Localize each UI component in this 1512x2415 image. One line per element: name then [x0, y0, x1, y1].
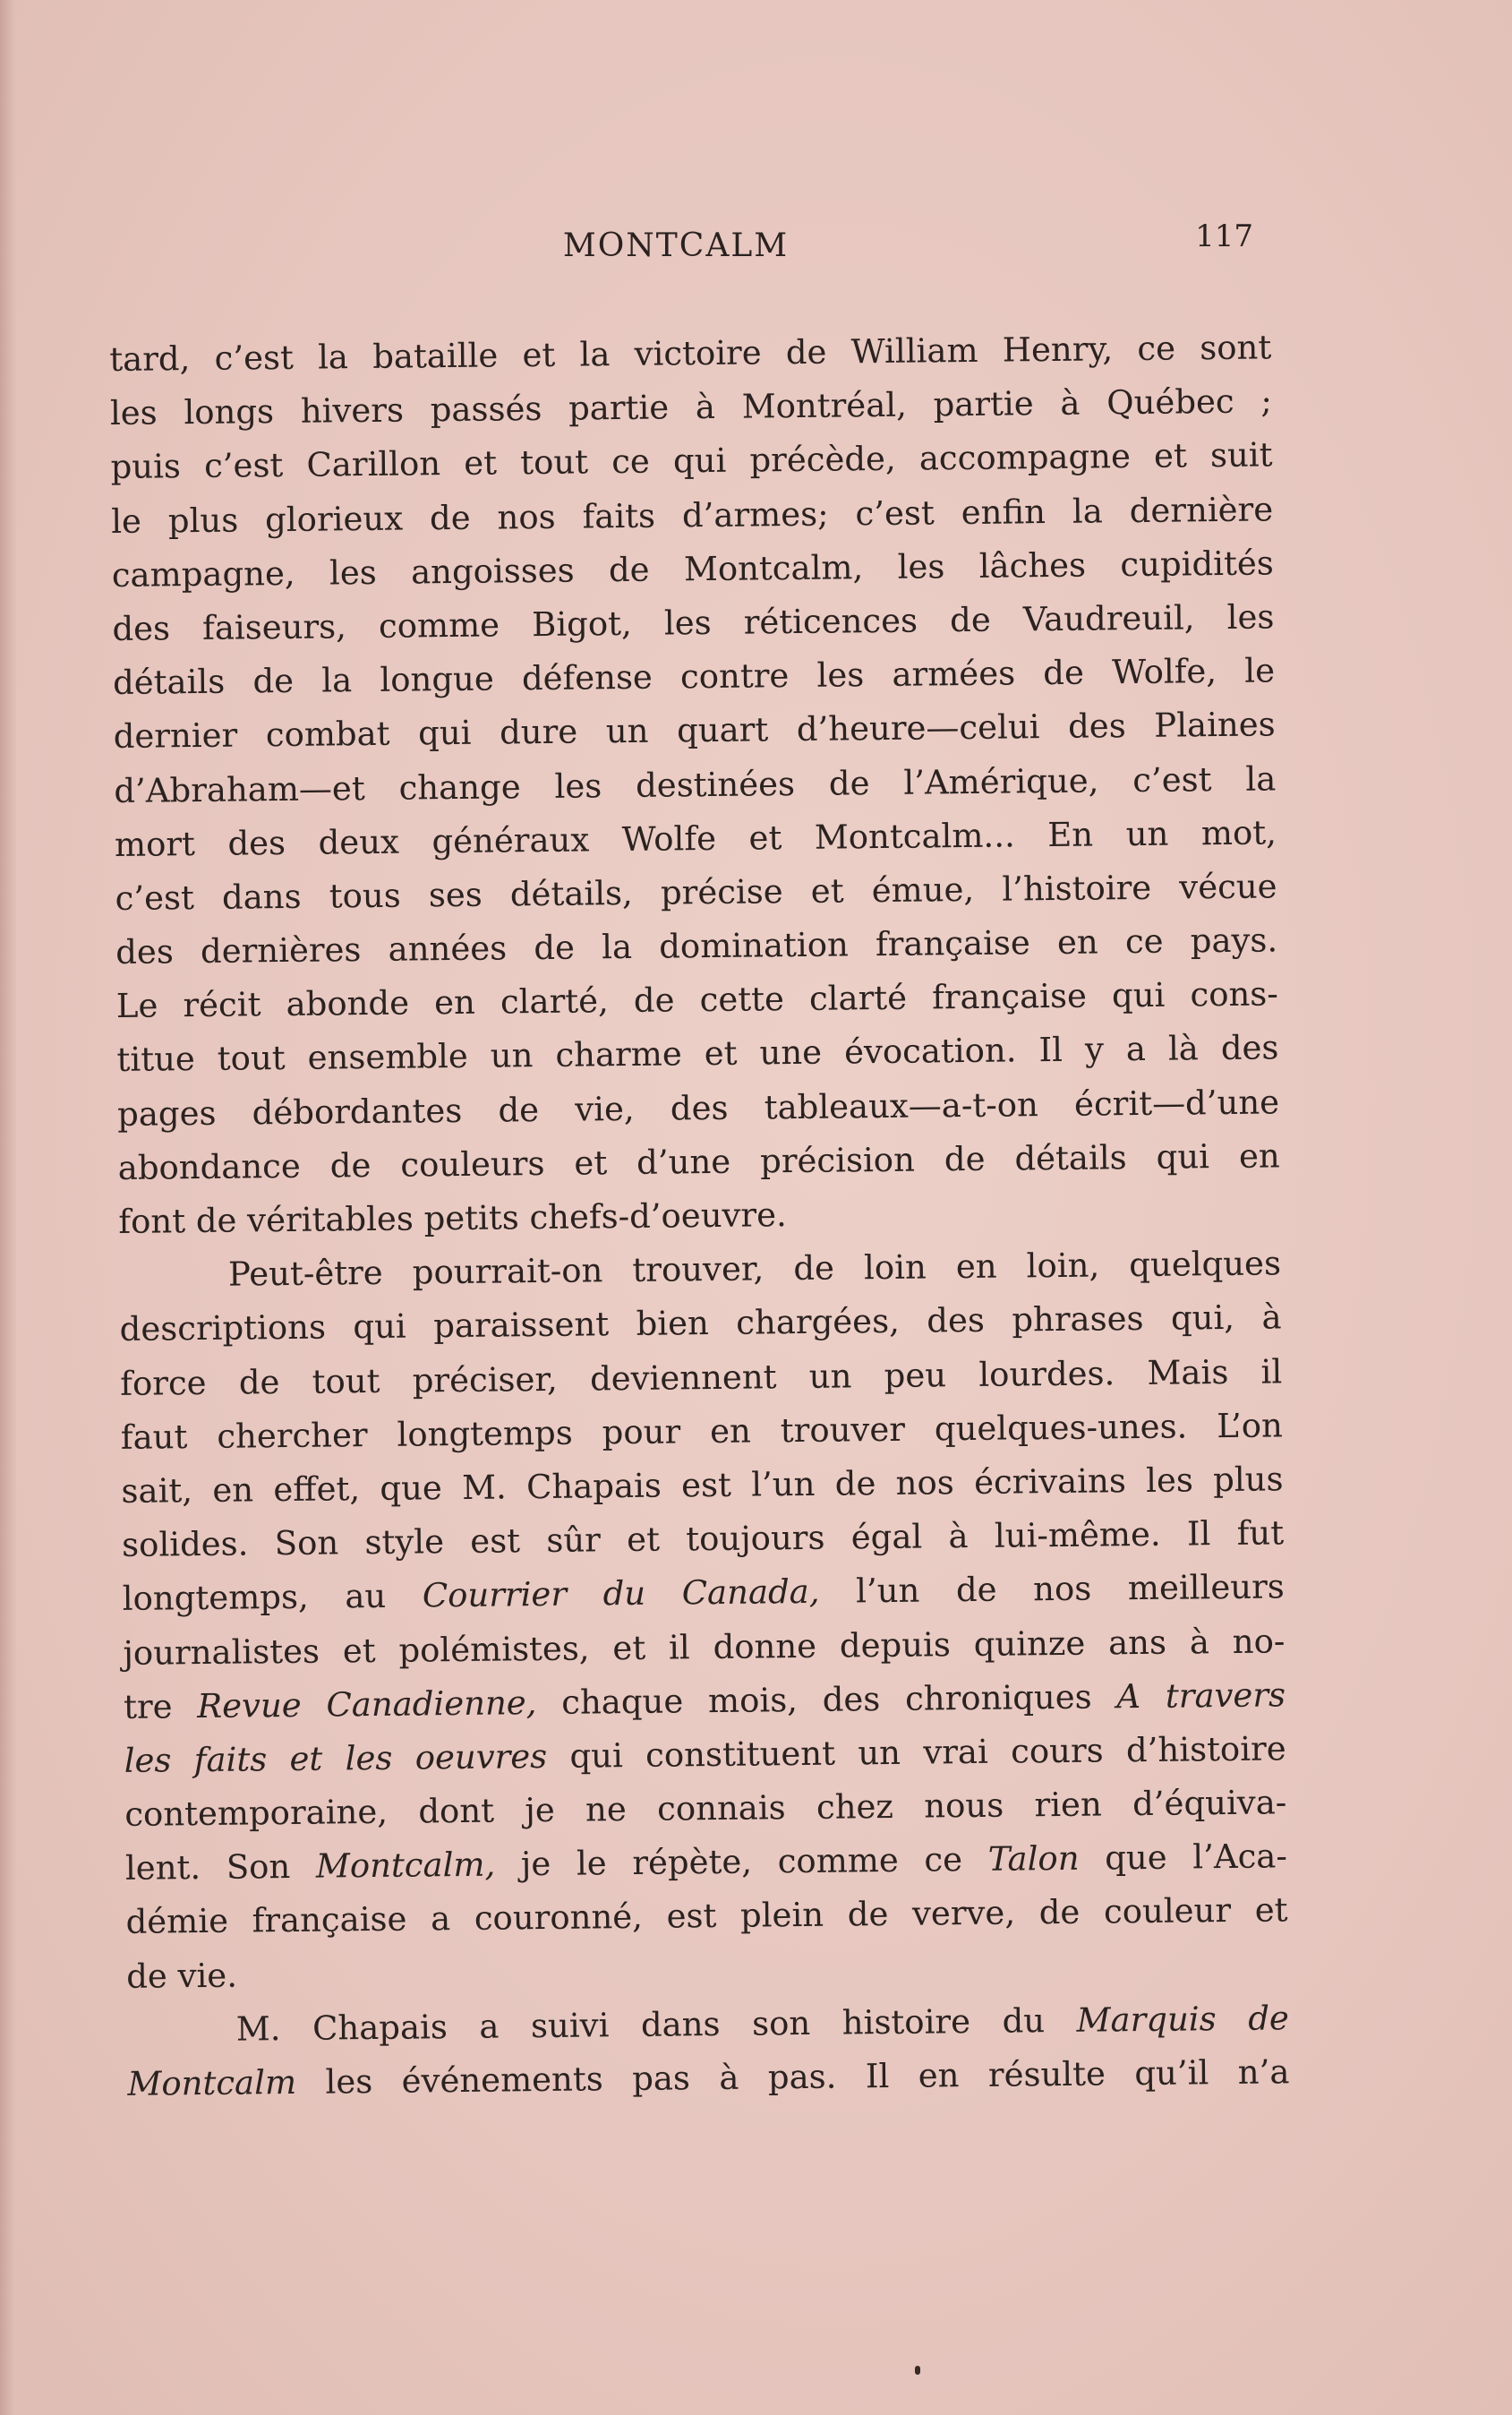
italic-title: Revue Canadienne,: [197, 1683, 537, 1726]
text-run: je le répète, comme ce: [495, 1840, 988, 1884]
text-line: des dernières années de la domination française en ce pays.: [115, 921, 1278, 972]
text-line: faut chercher longtemps pour en trouver quelques-unes. L’on: [120, 1406, 1284, 1457]
text-line: démie française a couronné, est plein de verve, de couleur et: [125, 1890, 1288, 1942]
text-line: puis c’est Carillon et tout ce qui précède, accompagne et suit: [110, 435, 1273, 487]
italic-title: Marquis de: [1076, 1999, 1290, 2040]
text-line: [127, 2045, 1290, 2111]
running-head: [107, 218, 1253, 278]
text-run: lent. Son: [124, 1846, 317, 1888]
text-line: mort des deux généraux Wolfe et Montcalm... En un mot,: [114, 813, 1277, 864]
text-run: M. Chapais a suivi dans son histoire du: [235, 2000, 1077, 2049]
text-line: Le récit abonde en clarté, de cette clarté française qui cons-: [115, 974, 1279, 1026]
page-gutter-shadow: [0, 0, 16, 2415]
text-run: l’un de nos meilleurs: [819, 1567, 1285, 1612]
text-line: sait, en effet, que M. Chapais est l’un de nos écrivains les plus: [121, 1460, 1284, 1511]
text-line: c’est dans tous ses détails, précise et émue, l’histoire vécue: [115, 867, 1277, 918]
text-run: chaque mois, des chroniques: [536, 1676, 1117, 1722]
text-line: dernier combat qui dure un quart d’heure—celui des Plaines: [113, 705, 1276, 757]
text-line: détails de la longue défense contre les armées de Wolfe, le: [112, 651, 1276, 703]
text-line: le plus glorieux de nos faits d’armes; c’est enfin la dernière: [110, 489, 1274, 541]
text-line: les longs hivers passés partie à Montréal, partie à Québec ;: [109, 381, 1273, 433]
text-line: de vie.: [125, 1956, 238, 1996]
text-run: que l’Aca-: [1079, 1837, 1288, 1878]
text-run: qui constituent un vrai cours d’histoire: [546, 1729, 1286, 1776]
text-run: tre: [123, 1686, 198, 1726]
text-line: contemporaine, dont je ne connais chez nous rien d’équiva-: [124, 1783, 1287, 1834]
text-line: des faiseurs, comme Bigot, les réticences de Vaudreuil, les: [112, 597, 1275, 648]
text-line: Peut-être pourrait-on trouver, de loin en loin, quelques: [227, 1244, 1282, 1294]
italic-title: les faits et les oeuvres: [124, 1736, 548, 1780]
text-line: tard, c’est la bataille et la victoire de William Henry, ce sont: [109, 328, 1272, 379]
italic-title: Talon: [987, 1838, 1080, 1880]
text-line: journalistes et polémistes, et il donne depuis quinze ans à no-: [123, 1621, 1286, 1673]
running-title: MONTCALM: [562, 227, 790, 264]
text-line: pages débordantes de vie, des tableaux—a-t-on écrit—d’une: [116, 1082, 1280, 1134]
text-line: campagne, les angoisses de Montcalm, les lâches cupidités: [111, 544, 1274, 595]
text-line: font de véritables petits chefs-d’oeuvre.: [118, 1195, 787, 1241]
text-line: d’Abraham—et change les destinées de l’Amérique, c’est la: [114, 758, 1277, 810]
text-run: longtemps, au: [122, 1576, 423, 1619]
ink-speck: [915, 2366, 920, 2375]
italic-title: Courrier du Canada,: [422, 1572, 820, 1615]
italic-title: Montcalm: [127, 2062, 297, 2103]
text-line: force de tout préciser, deviennent un peu lourdes. Mais il: [120, 1351, 1283, 1403]
italic-title: Montcalm,: [315, 1845, 496, 1886]
text-line: solides. Son style est sûr et toujours égal à lui-même. Il fut: [121, 1513, 1285, 1565]
text-line: abondance de couleurs et d’une précision de détails qui en: [117, 1136, 1280, 1187]
italic-title: A travers: [1116, 1675, 1286, 1716]
page-number: 117: [1195, 218, 1253, 254]
text-line: titue tout ensemble un charme et une évocation. Il y a là des: [116, 1028, 1279, 1080]
text-line: descriptions qui paraissent bien chargées, des phrases qui, à: [119, 1297, 1282, 1349]
text-run: les événements pas à pas. Il en résulte qu’il n’a: [295, 2052, 1290, 2102]
body-text: [109, 321, 1290, 2111]
